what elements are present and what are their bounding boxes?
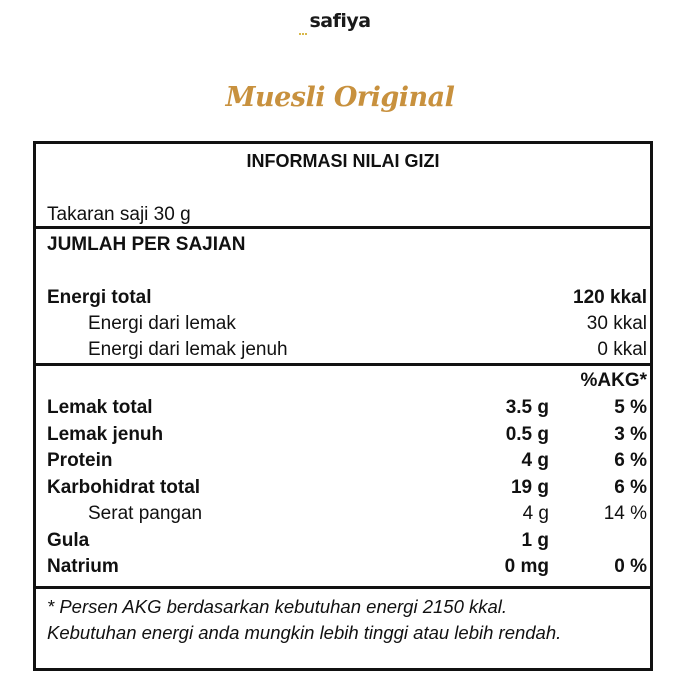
nutrient-label: Karbohidrat total <box>47 477 201 498</box>
energy-from-fat-label: Energi dari lemak <box>88 313 236 334</box>
nutrient-akg: 14 % <box>603 503 647 524</box>
divider <box>36 226 650 229</box>
nutrient-amount: 0.5 g <box>505 424 549 445</box>
energy-from-fat-value: 30 kkal <box>586 313 647 334</box>
nutrient-label: Protein <box>47 450 113 471</box>
product-title: Muesli Original <box>225 82 455 113</box>
nutrient-amount: 19 g <box>510 477 549 498</box>
serving-size: Takaran saji 30 g <box>47 204 191 225</box>
nutrient-amount: 4 g <box>522 503 549 524</box>
nutrient-akg: 6 % <box>614 450 647 471</box>
nutrient-label: Lemak total <box>47 397 153 418</box>
nutrient-akg: 6 % <box>614 477 647 498</box>
nutrient-label: Gula <box>47 530 90 551</box>
divider <box>36 363 650 366</box>
energy-total-label: Energi total <box>47 287 152 308</box>
nutrient-akg: 5 % <box>614 397 647 418</box>
akg-header: %AKG* <box>580 370 647 391</box>
brand-logo-dots <box>299 33 307 35</box>
nutrient-amount: 3.5 g <box>505 397 549 418</box>
energy-total-value: 120 kkal <box>573 287 647 308</box>
nutrient-akg: 0 % <box>614 556 647 577</box>
nutrient-label: Serat pangan <box>88 503 203 524</box>
divider <box>36 586 650 589</box>
nutrient-amount: 0 mg <box>504 556 549 577</box>
brand-logo: safiya <box>309 10 371 32</box>
energy-from-sat-fat-value: 0 kkal <box>597 339 647 360</box>
nutrient-amount: 1 g <box>521 530 549 551</box>
nutrient-label: Natrium <box>47 556 119 577</box>
footnote-line: Kebutuhan energi anda mungkin lebih tinggi atau lebih rendah. <box>47 622 562 643</box>
footnote-line: * Persen AKG berdasarkan kebutuhan energi 2150 kkal. <box>47 596 508 617</box>
nutrient-label: Lemak jenuh <box>47 424 164 445</box>
nutrient-amount: 4 g <box>521 450 549 471</box>
nutrition-facts-label <box>33 141 653 671</box>
energy-from-sat-fat-label: Energi dari lemak jenuh <box>88 339 288 360</box>
per-serving-heading: JUMLAH PER SAJIAN <box>47 234 246 255</box>
label-heading: INFORMASI NILAI GIZI <box>246 151 440 171</box>
nutrient-akg: 3 % <box>614 424 647 445</box>
